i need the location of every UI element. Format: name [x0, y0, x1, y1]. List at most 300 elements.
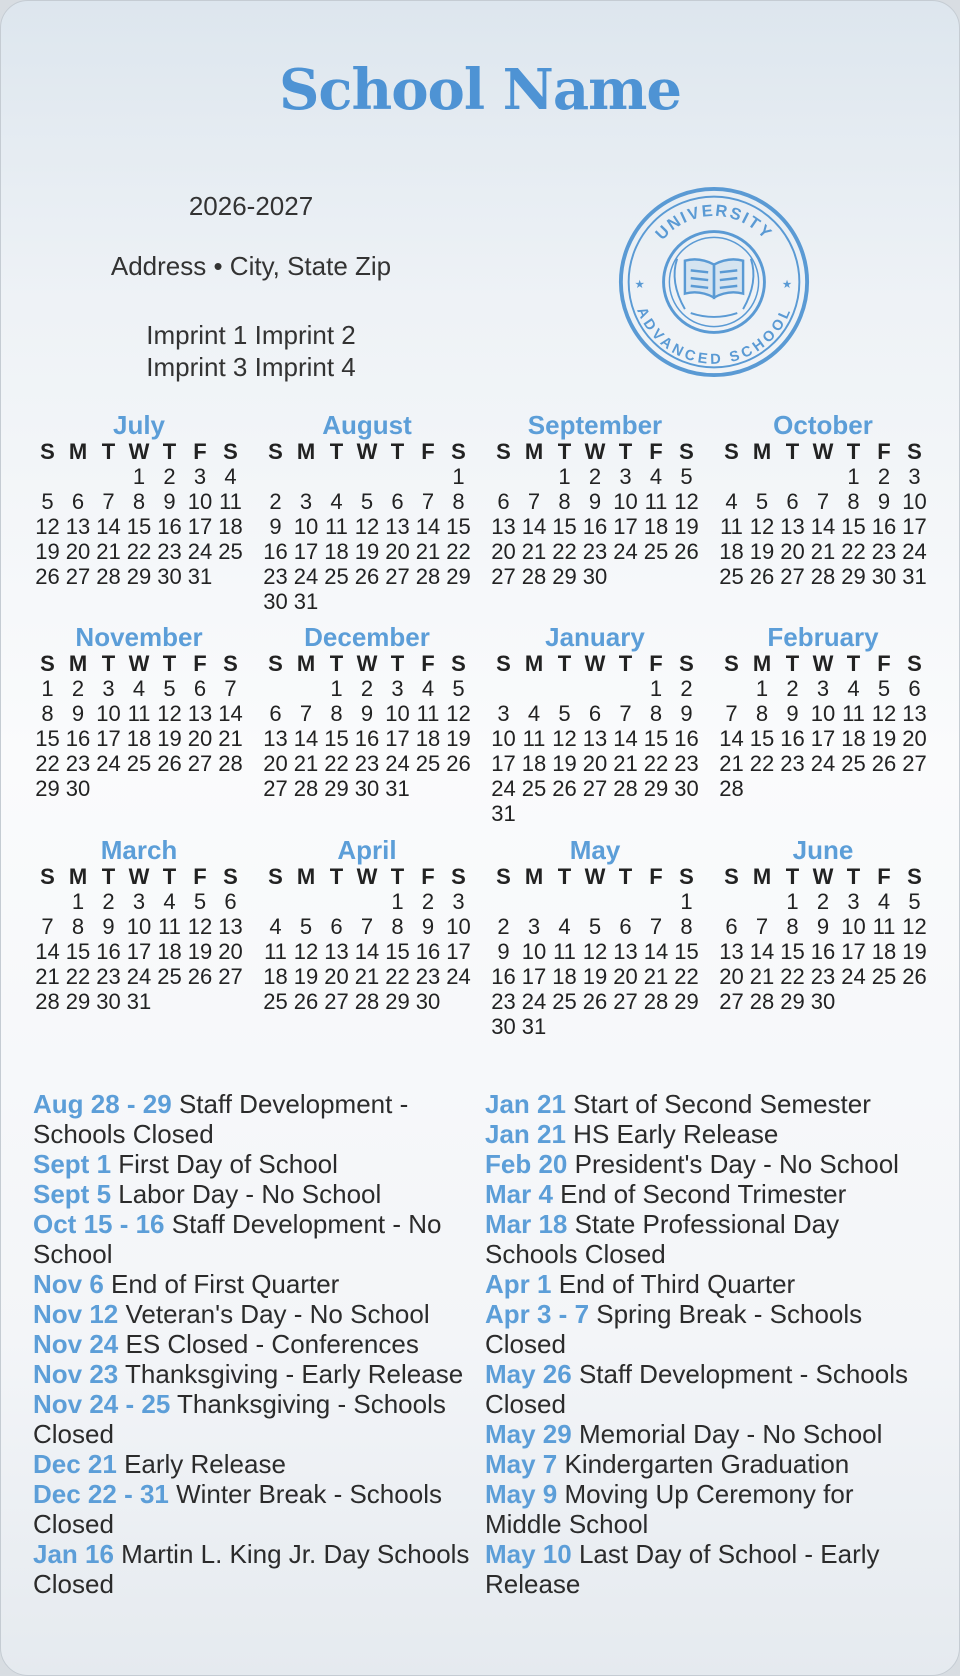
day-cell: 5 — [755, 489, 769, 514]
day-cell: 26 — [552, 776, 577, 801]
event-date: Jan 16 — [33, 1539, 114, 1569]
event-date: May 10 — [485, 1539, 572, 1569]
event-date: Feb 20 — [485, 1149, 568, 1179]
weekday-header: S — [451, 864, 466, 889]
day-cell: 29 — [780, 989, 805, 1014]
day-cell: 8 — [786, 914, 799, 939]
weekday-header: T — [329, 651, 344, 676]
event-description: Thanksgiving - Schools Closed — [33, 1389, 446, 1449]
day-cell: 6 — [71, 489, 85, 514]
weekday-header: T — [329, 864, 344, 889]
day-cell: 3 — [102, 676, 115, 701]
event-item — [33, 1539, 473, 1599]
event-item — [33, 1449, 473, 1479]
day-cell: 5 — [193, 889, 207, 914]
day-cell: 21 — [749, 964, 775, 989]
event-date: Oct 15 - 16 — [33, 1209, 165, 1239]
day-cell: 21 — [719, 751, 744, 776]
weekday-header: W — [356, 439, 378, 464]
weekday-header: S — [679, 864, 694, 889]
day-cell: 27 — [263, 776, 288, 801]
day-cell: 7 — [421, 489, 435, 514]
weekday-header: W — [812, 439, 834, 464]
day-cell: 31 — [385, 776, 410, 801]
day-cell: 17 — [521, 964, 547, 989]
day-cell: 1 — [786, 889, 799, 914]
weekday-header: W — [584, 651, 606, 676]
month-june — [709, 836, 937, 1014]
day-cell: 2 — [816, 889, 830, 914]
day-cell: 12 — [446, 701, 471, 726]
day-cell: 28 — [218, 751, 243, 776]
day-cell: 7 — [41, 914, 54, 939]
day-cell: 11 — [872, 914, 896, 939]
day-cell: 9 — [786, 701, 799, 726]
day-cell: 13 — [263, 726, 288, 751]
event-description: Start of Second Semester — [565, 1089, 871, 1119]
event-description: First Day of School — [111, 1149, 338, 1179]
day-cell: 18 — [871, 939, 897, 964]
day-cell: 1 — [558, 464, 571, 489]
day-cell: 3 — [816, 676, 830, 701]
weekday-header: S — [451, 651, 466, 676]
month-april — [253, 836, 481, 1014]
event-date: Nov 24 - 25 — [33, 1389, 171, 1419]
day-cell: 13 — [187, 701, 213, 726]
weekday-header: T — [162, 439, 177, 464]
day-cell: 16 — [871, 514, 897, 539]
event-item — [33, 1149, 473, 1179]
imprint-line-1: Imprint 1 Imprint 2 — [146, 320, 356, 350]
day-cell: 12 — [871, 701, 897, 726]
day-cell: 23 — [65, 751, 91, 776]
weekday-header: M — [752, 439, 772, 464]
blank-cell — [747, 889, 778, 914]
day-cell: 5 — [588, 914, 602, 939]
event-date: May 26 — [485, 1359, 572, 1389]
day-cell: 19 — [446, 726, 471, 751]
weekday-header: S — [724, 651, 739, 676]
day-cell: 31 — [293, 589, 319, 614]
day-cell: 1 — [71, 889, 85, 914]
weekday-header: S — [679, 439, 694, 464]
day-cell: 4 — [527, 701, 541, 726]
day-cell: 29 — [385, 989, 410, 1014]
day-cell: 1 — [41, 676, 54, 701]
day-cell: 10 — [841, 914, 866, 939]
blank-cell — [291, 464, 322, 489]
day-cell: 9 — [588, 489, 602, 514]
day-cell: 23 — [810, 964, 836, 989]
weekday-header: S — [679, 651, 694, 676]
weekday-header: M — [296, 439, 316, 464]
day-cell: 1 — [649, 676, 663, 701]
day-cell: 14 — [719, 726, 744, 751]
day-cell: 2 — [786, 676, 799, 701]
day-cell: 6 — [330, 914, 343, 939]
day-cell: 13 — [385, 514, 410, 539]
day-cell: 3 — [452, 889, 465, 914]
day-cell: 17 — [96, 726, 121, 751]
month-name: February — [767, 622, 879, 652]
day-cell: 27 — [613, 989, 638, 1014]
day-cell: 9 — [680, 701, 693, 726]
month-name: April — [337, 835, 397, 865]
day-cell: 18 — [719, 539, 744, 564]
day-cell: 28 — [96, 564, 121, 589]
day-cell: 17 — [613, 514, 638, 539]
day-cell: 16 — [96, 939, 121, 964]
day-cell: 28 — [643, 989, 669, 1014]
event-item — [485, 1119, 925, 1149]
day-cell: 21 — [354, 964, 380, 989]
event-item — [485, 1479, 925, 1539]
day-cell: 14 — [749, 939, 775, 964]
weekday-header: M — [524, 864, 544, 889]
day-cell: 15 — [674, 939, 699, 964]
day-cell: 27 — [187, 751, 213, 776]
day-grid — [709, 439, 937, 589]
day-cell: 25 — [324, 564, 349, 589]
day-cell: 9 — [816, 914, 830, 939]
day-cell: 15 — [643, 726, 669, 751]
day-cell: 4 — [163, 889, 176, 914]
event-description: Last Day of School - Early Release — [485, 1539, 880, 1599]
day-cell: 15 — [552, 514, 577, 539]
weekday-header: T — [618, 439, 633, 464]
day-grid — [25, 864, 253, 1014]
day-cell: 30 — [871, 564, 897, 589]
day-cell: 31 — [521, 1014, 547, 1039]
day-cell: 4 — [132, 676, 146, 701]
day-cell: 25 — [871, 964, 897, 989]
month-july — [25, 411, 253, 589]
day-cell: 22 — [674, 964, 699, 989]
day-cell: 31 — [187, 564, 213, 589]
day-cell: 29 — [126, 564, 152, 589]
weekday-header: T — [390, 864, 405, 889]
month-november — [25, 623, 253, 801]
day-cell: 5 — [452, 676, 465, 701]
day-cell: 12 — [187, 914, 213, 939]
blank-cell — [777, 464, 808, 489]
school-year: 2026-2027 — [188, 191, 314, 221]
day-cell: 14 — [293, 726, 319, 751]
weekday-header: F — [193, 439, 207, 464]
day-cell: 18 — [643, 514, 669, 539]
day-cell: 21 — [613, 751, 638, 776]
weekday-header: T — [162, 864, 177, 889]
blank-cell — [32, 464, 63, 489]
day-cell: 17 — [385, 726, 410, 751]
weekday-header: S — [496, 439, 511, 464]
day-cell: 29 — [65, 989, 91, 1014]
day-cell: 26 — [582, 989, 608, 1014]
day-cell: 11 — [325, 514, 348, 539]
day-cell: 2 — [360, 676, 374, 701]
blank-cell — [716, 464, 747, 489]
day-cell: 14 — [354, 939, 380, 964]
day-grid — [25, 439, 253, 589]
event-item — [33, 1089, 473, 1149]
day-cell: 9 — [102, 914, 115, 939]
day-cell: 19 — [902, 939, 927, 964]
day-cell: 11 — [158, 914, 181, 939]
weekday-header: T — [785, 439, 800, 464]
day-cell: 17 — [810, 726, 836, 751]
day-cell: 23 — [263, 564, 288, 589]
day-cell: 11 — [720, 514, 743, 539]
seal-top-text: UNIVERSITY — [652, 201, 776, 244]
day-cell: 17 — [293, 539, 319, 564]
day-cell: 23 — [491, 989, 516, 1014]
day-cell: 13 — [613, 939, 638, 964]
day-cell: 10 — [187, 489, 213, 514]
day-cell: 19 — [187, 939, 213, 964]
event-date: Apr 1 — [485, 1269, 552, 1299]
day-cell: 7 — [755, 914, 769, 939]
event-description: Winter Break - Schools Closed — [33, 1479, 442, 1539]
day-cell: 16 — [674, 726, 699, 751]
event-item — [485, 1209, 925, 1269]
month-march — [25, 836, 253, 1014]
weekday-header: T — [785, 864, 800, 889]
weekday-header: T — [557, 439, 572, 464]
day-cell: 28 — [521, 564, 547, 589]
day-cell: 14 — [35, 939, 60, 964]
blank-cell — [549, 676, 580, 701]
day-cell: 4 — [877, 889, 891, 914]
blank-cell — [260, 889, 291, 914]
weekday-header: T — [557, 651, 572, 676]
day-cell: 26 — [674, 539, 699, 564]
day-cell: 28 — [415, 564, 441, 589]
day-cell: 15 — [65, 939, 91, 964]
day-cell: 25 — [263, 989, 288, 1014]
day-cell: 23 — [96, 964, 121, 989]
event-description: End of Second Trimester — [552, 1179, 847, 1209]
day-cell: 26 — [902, 964, 927, 989]
weekday-header: F — [877, 651, 891, 676]
event-date: Sept 1 — [33, 1149, 112, 1179]
day-cell: 13 — [65, 514, 91, 539]
day-cell: 20 — [187, 726, 213, 751]
day-cell: 28 — [293, 776, 319, 801]
day-cell: 18 — [521, 751, 547, 776]
blank-cell — [580, 889, 611, 914]
event-item — [485, 1179, 925, 1209]
day-grid — [481, 864, 709, 1039]
day-cell: 3 — [299, 489, 313, 514]
blank-cell — [488, 889, 519, 914]
event-description: Martin L. King Jr. Day Schools Closed — [33, 1539, 470, 1599]
month-name: January — [545, 622, 645, 652]
day-cell: 26 — [354, 564, 380, 589]
event-date: Dec 22 - 31 — [33, 1479, 169, 1509]
blank-cell — [413, 464, 444, 489]
blank-cell — [321, 889, 352, 914]
day-cell: 26 — [446, 751, 471, 776]
day-grid — [253, 864, 481, 1014]
day-cell: 15 — [780, 939, 805, 964]
day-cell: 17 — [187, 514, 213, 539]
day-cell: 21 — [35, 964, 60, 989]
day-cell: 24 — [491, 776, 516, 801]
day-cell: 3 — [132, 889, 146, 914]
weekday-header: T — [557, 864, 572, 889]
day-cell: 20 — [65, 539, 91, 564]
day-cell: 19 — [35, 539, 60, 564]
day-cell: 8 — [847, 489, 860, 514]
day-cell: 15 — [841, 514, 866, 539]
day-cell: 30 — [354, 776, 380, 801]
weekday-header: M — [68, 864, 88, 889]
event-date: May 9 — [485, 1479, 558, 1509]
day-cell: 23 — [582, 539, 608, 564]
day-cell: 14 — [521, 514, 547, 539]
weekday-header: W — [128, 864, 150, 889]
day-cell: 29 — [643, 776, 669, 801]
weekday-header: M — [68, 439, 88, 464]
day-cell: 15 — [324, 726, 349, 751]
day-cell: 24 — [96, 751, 121, 776]
open-book-icon — [685, 259, 743, 297]
day-cell: 9 — [497, 939, 510, 964]
day-cell: 31 — [491, 801, 516, 826]
weekday-header: T — [101, 864, 116, 889]
day-cell: 25 — [719, 564, 744, 589]
event-date: Mar 4 — [485, 1179, 553, 1209]
day-cell: 19 — [293, 964, 319, 989]
day-cell: 20 — [324, 964, 349, 989]
weekday-header: W — [584, 864, 606, 889]
blank-cell — [352, 464, 383, 489]
event-item — [33, 1359, 473, 1389]
month-may — [481, 836, 709, 1039]
day-cell: 21 — [218, 726, 243, 751]
weekday-header: S — [907, 864, 922, 889]
blank-cell — [488, 676, 519, 701]
weekday-header: S — [451, 439, 466, 464]
day-cell: 23 — [415, 964, 441, 989]
event-description: End of Third Quarter — [551, 1269, 796, 1299]
day-cell: 12 — [552, 726, 577, 751]
day-cell: 8 — [132, 489, 146, 514]
day-cell: 1 — [391, 889, 404, 914]
day-cell: 18 — [415, 726, 441, 751]
day-cell: 10 — [385, 701, 410, 726]
weekday-header: M — [524, 651, 544, 676]
day-cell: 2 — [71, 676, 85, 701]
weekday-header: F — [649, 439, 663, 464]
day-cell: 28 — [35, 989, 60, 1014]
day-cell: 24 — [126, 964, 152, 989]
weekday-header: M — [296, 864, 316, 889]
day-cell: 25 — [643, 539, 669, 564]
weekday-header: W — [356, 651, 378, 676]
day-cell: 27 — [719, 989, 744, 1014]
day-cell: 21 — [810, 539, 836, 564]
day-cell: 2 — [421, 889, 435, 914]
day-cell: 6 — [619, 914, 632, 939]
day-cell: 1 — [847, 464, 860, 489]
weekday-header: F — [421, 864, 435, 889]
day-cell: 5 — [877, 676, 891, 701]
day-cell: 1 — [680, 889, 693, 914]
day-cell: 4 — [224, 464, 237, 489]
event-date: Jan 21 — [485, 1119, 566, 1149]
event-item — [485, 1359, 925, 1419]
day-cell: 26 — [749, 564, 775, 589]
day-cell: 27 — [491, 564, 516, 589]
event-description: Staff Development - Schools Closed — [485, 1359, 908, 1419]
day-cell: 1 — [755, 676, 769, 701]
day-grid — [481, 651, 709, 826]
weekday-header: T — [390, 651, 405, 676]
day-cell: 5 — [360, 489, 374, 514]
day-cell: 11 — [644, 489, 668, 514]
weekday-header: T — [846, 651, 861, 676]
blank-cell — [610, 676, 641, 701]
day-cell: 28 — [749, 989, 775, 1014]
day-cell: 12 — [902, 914, 927, 939]
day-cell: 23 — [871, 539, 897, 564]
day-cell: 7 — [360, 914, 374, 939]
month-october — [709, 411, 937, 589]
weekday-header: S — [496, 864, 511, 889]
day-cell: 13 — [902, 701, 927, 726]
weekday-header: T — [618, 864, 633, 889]
weekday-header: S — [724, 439, 739, 464]
day-cell: 23 — [674, 751, 699, 776]
day-cell: 10 — [126, 914, 152, 939]
blank-cell — [808, 464, 839, 489]
day-cell: 15 — [35, 726, 60, 751]
day-cell: 25 — [552, 989, 577, 1014]
day-cell: 30 — [674, 776, 699, 801]
event-item — [485, 1299, 925, 1359]
weekday-header: T — [618, 651, 633, 676]
blank-cell — [519, 464, 550, 489]
blank-cell — [716, 889, 747, 914]
month-name: July — [112, 410, 166, 440]
day-cell: 17 — [126, 939, 152, 964]
day-cell: 10 — [96, 701, 121, 726]
day-cell: 18 — [157, 939, 182, 964]
day-cell: 31 — [902, 564, 927, 589]
day-cell: 29 — [35, 776, 60, 801]
event-item — [33, 1269, 473, 1299]
day-cell: 17 — [491, 751, 516, 776]
day-cell: 7 — [619, 701, 632, 726]
event-description: State Professional Day Schools Closed — [485, 1209, 840, 1269]
blank-cell — [260, 464, 291, 489]
event-item — [33, 1299, 473, 1329]
weekday-header: W — [812, 651, 834, 676]
event-description: Staff Development - No School — [33, 1209, 442, 1269]
day-cell: 2 — [680, 676, 693, 701]
day-cell: 8 — [452, 489, 465, 514]
day-cell: 7 — [527, 489, 541, 514]
blank-cell — [549, 889, 580, 914]
day-cell: 22 — [841, 539, 866, 564]
day-cell: 20 — [902, 726, 927, 751]
day-cell: 30 — [491, 1014, 516, 1039]
day-cell: 30 — [65, 776, 91, 801]
day-cell: 2 — [497, 914, 510, 939]
day-cell: 5 — [680, 464, 693, 489]
day-cell: 6 — [391, 489, 404, 514]
